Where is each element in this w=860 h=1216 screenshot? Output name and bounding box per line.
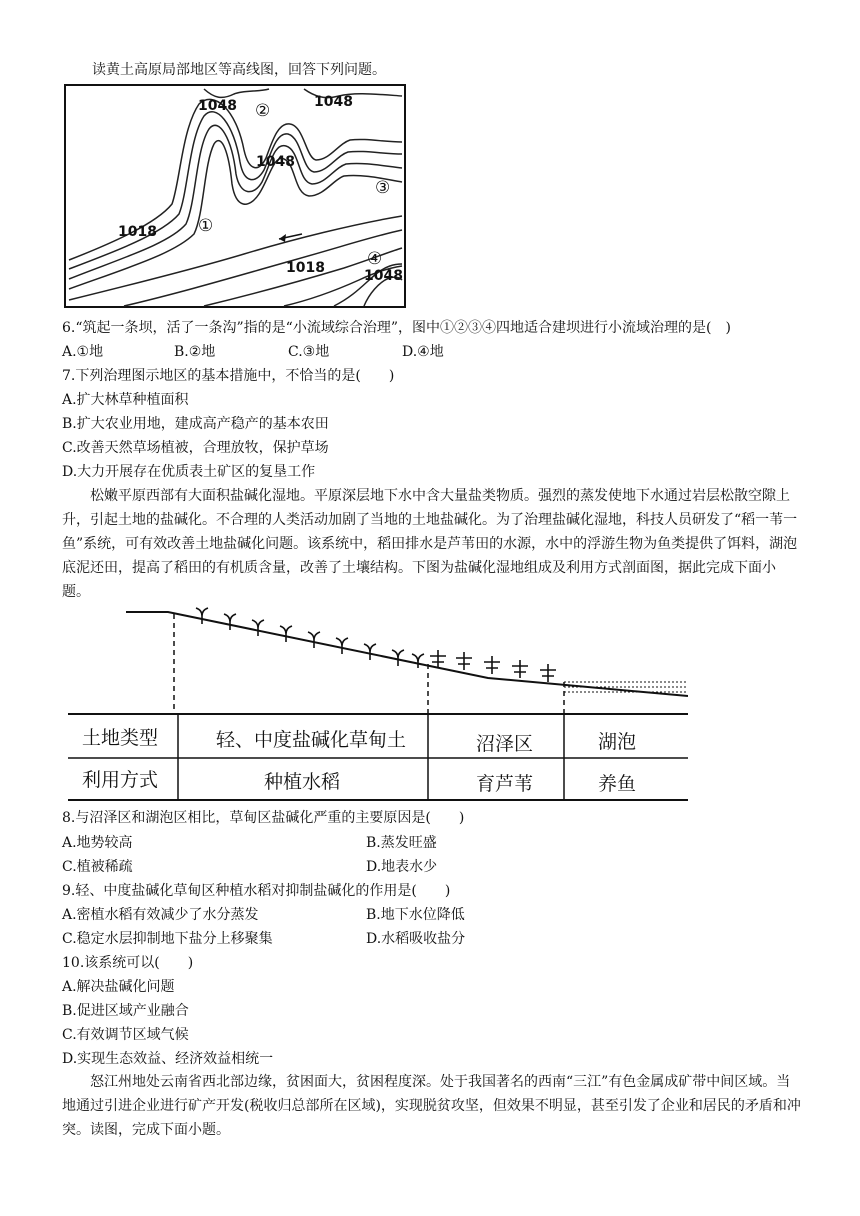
question-8-stem: 8.与沼泽区和湖泡区相比，草甸区盐碱化严重的主要原因是( ) [62,810,465,826]
contour-label-1018: 1018 [118,224,157,240]
contour-label-1018: 1018 [286,260,325,276]
question-7-stem: 7.下列治理图示地区的基本措施中，不恰当的是( ) [62,368,395,384]
q6-option-d: D.④地 [402,344,444,360]
rice-plant-icons [196,608,424,668]
question-6-stem: 6.“筑起一条坝，活了一条沟”指的是“小流域综合治理”，图中①②③④四地适合建坝进行小流域治理的是( ) [62,320,731,336]
q10-option-c: C.有效调节区域气候 [62,1027,189,1043]
q9-option-c: C.稳定水层抑制地下盐分上移聚集 [62,931,273,947]
question-10-stem: 10.该系统可以( ) [62,955,194,971]
contour-label-1048: 1048 [256,154,295,170]
zone-meadow-use: 种植水稻 [264,771,341,793]
q6-option-c: C.③地 [288,344,330,360]
q7-option-c: C.改善天然草场植被，合理放牧，保护草场 [62,440,329,456]
zone-meadow-type: 轻、中度盐碱化草甸土 [216,729,407,751]
q6-option-a: A.①地 [62,344,104,360]
wetland-profile-diagram [68,598,688,804]
contour-label-1048: 1048 [314,94,353,110]
q10-option-d: D.实现生态效益、经济效益相统一 [62,1051,274,1067]
q8-option-b: B.蒸发旺盛 [366,835,437,851]
row-header-land-type: 土地类型 [82,727,159,749]
q9-option-d: D.水稻吸收盐分 [366,931,466,947]
contour-label-1048: 1048 [198,98,237,114]
contour-map [64,84,406,308]
q9-option-b: B.地下水位降低 [366,907,465,923]
marker-3: ③ [375,178,391,198]
zone-lake-type: 湖泡 [598,731,637,753]
question-9-stem: 9.轻、中度盐碱化草甸区种植水稻对抑制盐碱化的作用是( ) [62,883,451,899]
q7-option-d: D.大力开展存在优质表土矿区的复垦工作 [62,464,316,480]
contour-label-1048: 1048 [364,268,403,284]
q8-option-c: C.植被稀疏 [62,859,133,875]
q7-option-b: B.扩大农业用地，建成高产稳产的基本农田 [62,416,329,432]
q8-option-d: D.地表水少 [366,859,438,875]
marker-4: ④ [367,249,383,269]
intro-text-3: 怒江州地处云南省西北部边缘，贫困面大，贫困程度深。处于我国著名的西南“三江”有色金属成矿带中间区域。当地通过引进企业进行矿产开发(税收归总部所在区域)，实现脱贫攻坚，但效果不明显，甚至引发了企业和居民的矛盾和冲突。读图，完成下面小题。 [62,1074,801,1138]
q9-option-a: A.密植水稻有效减少了水分蒸发 [62,907,259,923]
zone-marsh-use: 育芦苇 [476,773,534,795]
q10-option-a: A.解决盐碱化问题 [62,979,175,995]
q6-option-b: B.②地 [174,344,216,360]
intro-text-1: 读黄土高原局部地区等高线图，回答下列问题。 [92,62,386,78]
zone-lake-use: 养鱼 [598,773,637,795]
intro-text-2: 松嫩平原西部有大面积盐碱化湿地。平原深层地下水中含大量盐类物质。强烈的蒸发使地下水通过岩层松散空隙上升，引起土地的盐碱化。不合理的人类活动加剧了当地的土地盐碱化。为了治理盐碱化湿地，科技人员研发了“稻一苇一鱼”系统，可有效改善土地盐碱化问题。该系统中，稻田排水是芦苇田的水源，水中的浮游生物为鱼类提供了饵料，湖泡底泥还田，提高了稻田的有机质含量，改善了土壤结构。下图为盐碱化湿地组成及利用方式剖面图，据此完成下面小题。 [62,488,798,600]
reed-plant-icons [430,650,556,682]
marker-2: ② [255,101,271,121]
q7-option-a: A.扩大林草种植面积 [62,392,189,408]
marker-1: ① [198,216,214,236]
row-header-use: 利用方式 [82,769,159,791]
q8-option-a: A.地势较高 [62,835,133,851]
zone-marsh-type: 沼泽区 [476,733,534,755]
q10-option-b: B.促进区域产业融合 [62,1003,189,1019]
